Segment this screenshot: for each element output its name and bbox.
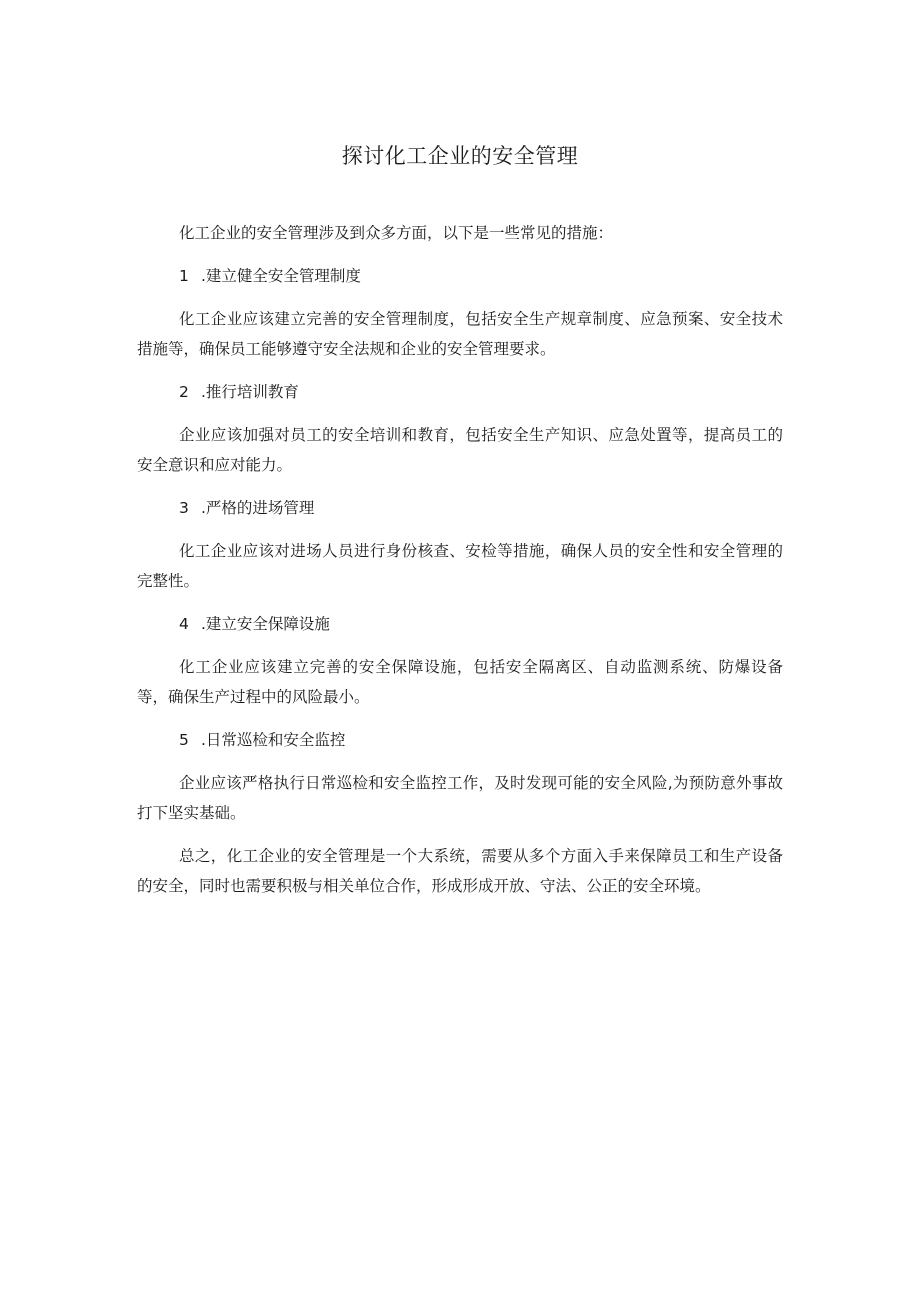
section-heading-5 xyxy=(137,725,783,755)
section-number: 4 xyxy=(179,615,189,633)
section-heading-text: .严格的进场管理 xyxy=(201,499,315,517)
section-heading-text: .建立健全安全管理制度 xyxy=(201,267,361,285)
section-heading-3 xyxy=(137,493,783,523)
section-number: 5 xyxy=(179,731,189,749)
section-number: 3 xyxy=(179,499,189,517)
section-number: 1 xyxy=(179,267,189,285)
section-number: 2 xyxy=(179,383,189,401)
section-heading-1 xyxy=(137,261,783,291)
section-heading-4 xyxy=(137,609,783,639)
section-paragraph-4: 化工企业应该建立完善的安全保障设施，包括安全隔离区、自动监测系统、防爆设备等，确保生产过程中的风险最小。 xyxy=(137,658,783,706)
section-paragraph-5: 企业应该严格执行日常巡检和安全监控工作，及时发现可能的安全风险,为预防意外事故打下坚实基础。 xyxy=(137,774,783,822)
conclusion-paragraph: 总之，化工企业的安全管理是一个大系统，需要从多个方面入手来保障员工和生产设备的安全，同时也需要积极与相关单位合作，形成形成开放、守法、公正的安全环境。 xyxy=(137,847,783,895)
intro-paragraph: 化工企业的安全管理涉及到众多方面，以下是一些常见的措施： xyxy=(179,224,614,242)
section-paragraph-1: 化工企业应该建立完善的安全管理制度，包括安全生产规章制度、应急预案、安全技术措施等，确保员工能够遵守安全法规和企业的安全管理要求。 xyxy=(137,310,783,358)
document-title: 探讨化工企业的安全管理 xyxy=(341,144,579,168)
section-heading-text: .日常巡检和安全监控 xyxy=(201,731,346,749)
section-heading-text: .建立安全保障设施 xyxy=(201,615,330,633)
section-paragraph-3: 化工企业应该对进场人员进行身份核查、安检等措施，确保人员的安全性和安全管理的完整性。 xyxy=(137,542,783,590)
document-body xyxy=(137,218,783,914)
section-heading-2 xyxy=(137,377,783,407)
section-paragraph-2: 企业应该加强对员工的安全培训和教育，包括安全生产知识、应急处置等，提高员工的安全意识和应对能力。 xyxy=(137,426,783,474)
section-heading-text: .推行培训教育 xyxy=(201,383,299,401)
